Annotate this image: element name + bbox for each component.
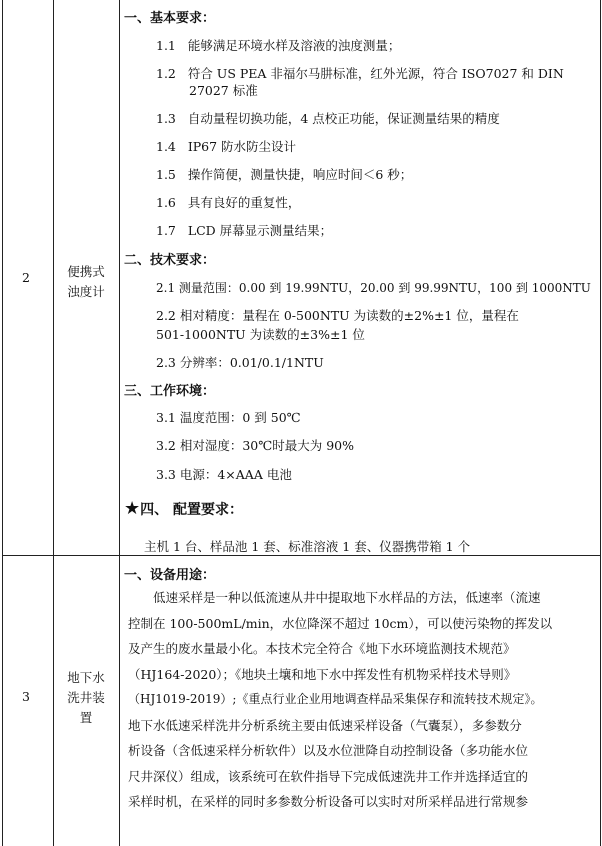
section-heading: 一、基本要求： — [124, 11, 216, 26]
item-number: 1.3 — [156, 111, 176, 126]
item-text: LCD 屏幕显示测量结果； — [187, 223, 333, 238]
requirement-item — [156, 64, 564, 82]
item-name-line: 置 — [79, 710, 93, 725]
item-text: IP67 防水防尘设计 — [187, 139, 297, 154]
row-separator — [2, 555, 601, 556]
paragraph-line: （HJ164-2020）；《地块土壤和地下水中挥发性有机物采样技术导则》 — [128, 666, 517, 682]
spec-item: 2.3 分辨率：0.01/0.1/1NTU — [156, 355, 324, 370]
requirement-item — [156, 221, 332, 239]
table-divider-name — [119, 0, 120, 846]
item-name-line: 洗井装 — [67, 690, 105, 705]
row-number: 2 — [22, 270, 30, 285]
paragraph-line: 析设备（含低速采样分析软件）以及水位泄降自动控制设备（多功能水位 — [128, 743, 529, 758]
item-number: 1.2 — [156, 66, 176, 81]
requirement-item — [156, 36, 400, 54]
requirement-item — [156, 137, 296, 155]
spec-item: 2.2 相对精度：量程在 0-500NTU 为读数的±2%±1 位，量程在 — [156, 308, 519, 323]
env-item: 3.3 电源：4×AAA 电池 — [156, 467, 292, 482]
item-text: 操作简便，测量快捷，响应时间＜6 秒； — [187, 167, 413, 182]
item-text: 自动量程切换功能，4 点校正功能，保证测量结果的精度 — [187, 111, 500, 126]
table-border-left — [2, 0, 3, 846]
requirement-item — [156, 165, 412, 183]
section-heading: 二、技术要求： — [124, 253, 216, 268]
paragraph-line: 低速采样是一种以低流速从井中提取地下水样品的方法，低速率（流速 — [128, 590, 541, 605]
paragraph-line: 地下水低速采样洗井分析系统主要由低速采样设备（气囊泵），多参数分 — [128, 717, 522, 733]
item-name-line: 浊度计 — [67, 284, 105, 299]
spec-item-continued: 501-1000NTU 为读数的±3%±1 位 — [156, 327, 365, 342]
table-divider-number — [53, 0, 54, 846]
item-text: 能够满足环境水样及溶液的浊度测量； — [187, 38, 401, 53]
requirement-item-continued: 27027 标准 — [189, 83, 258, 98]
item-name-line: 地下水 — [67, 670, 105, 685]
item-text: 具有良好的重复性， — [187, 195, 301, 210]
item-name — [55, 262, 117, 302]
paragraph-line: 控制在 100-500mL/min，水位降深不超过 10cm），可以使污染物的挥发以 — [128, 615, 553, 631]
section-heading: 一、设备用途： — [124, 568, 216, 583]
item-name — [55, 668, 117, 728]
config-text: 主机 1 台、样品池 1 套、标准溶液 1 套、仪器携带箱 1 个 — [144, 539, 471, 554]
spec-item: 2.1 测量范围：0.00 到 19.99NTU，20.00 到 99.99NTU，100 到 1000NTU — [156, 281, 591, 295]
env-item: 3.1 温度范围：0 到 50℃ — [156, 410, 301, 425]
paragraph-line: 尺井深仪）组成，该系统可在软件指导下完成低速洗井工作并选择适宜的 — [128, 768, 529, 784]
star-icon: ★ — [124, 498, 141, 519]
requirement-item — [156, 109, 500, 127]
row-number: 3 — [22, 689, 30, 704]
paragraph-line: （HJ1019-2019）;《重点行业企业用地调查样品采集保存和流转技术规定》。 — [128, 692, 543, 706]
item-text: 符合 US PEA 非福尔马肼标准，红外光源，符合 ISO7027 和 DIN — [187, 66, 564, 81]
env-item: 3.2 相对湿度：30℃时最大为 90% — [156, 438, 354, 453]
item-name-line: 便携式 — [67, 264, 105, 279]
item-number: 1.5 — [156, 167, 176, 182]
paragraph-line: 及产生的废水量最小化。本技术完全符合《地下水环境监测技术规范》 — [128, 641, 516, 656]
description-paragraph — [128, 585, 594, 815]
item-number: 1.6 — [156, 195, 176, 210]
section-heading-starred — [124, 498, 243, 519]
section-heading: 三、工作环境： — [124, 384, 216, 399]
item-number: 1.7 — [156, 223, 176, 238]
requirement-item — [156, 193, 300, 211]
paragraph-line: 采样时机，在采样的同时多参数分析设备可以实时对所采样品进行常规参 — [128, 794, 529, 809]
item-number: 1.4 — [156, 139, 176, 154]
section-heading-text: 四、 配置要求： — [140, 502, 244, 518]
item-number: 1.1 — [156, 38, 176, 53]
table-border-right — [600, 0, 601, 846]
